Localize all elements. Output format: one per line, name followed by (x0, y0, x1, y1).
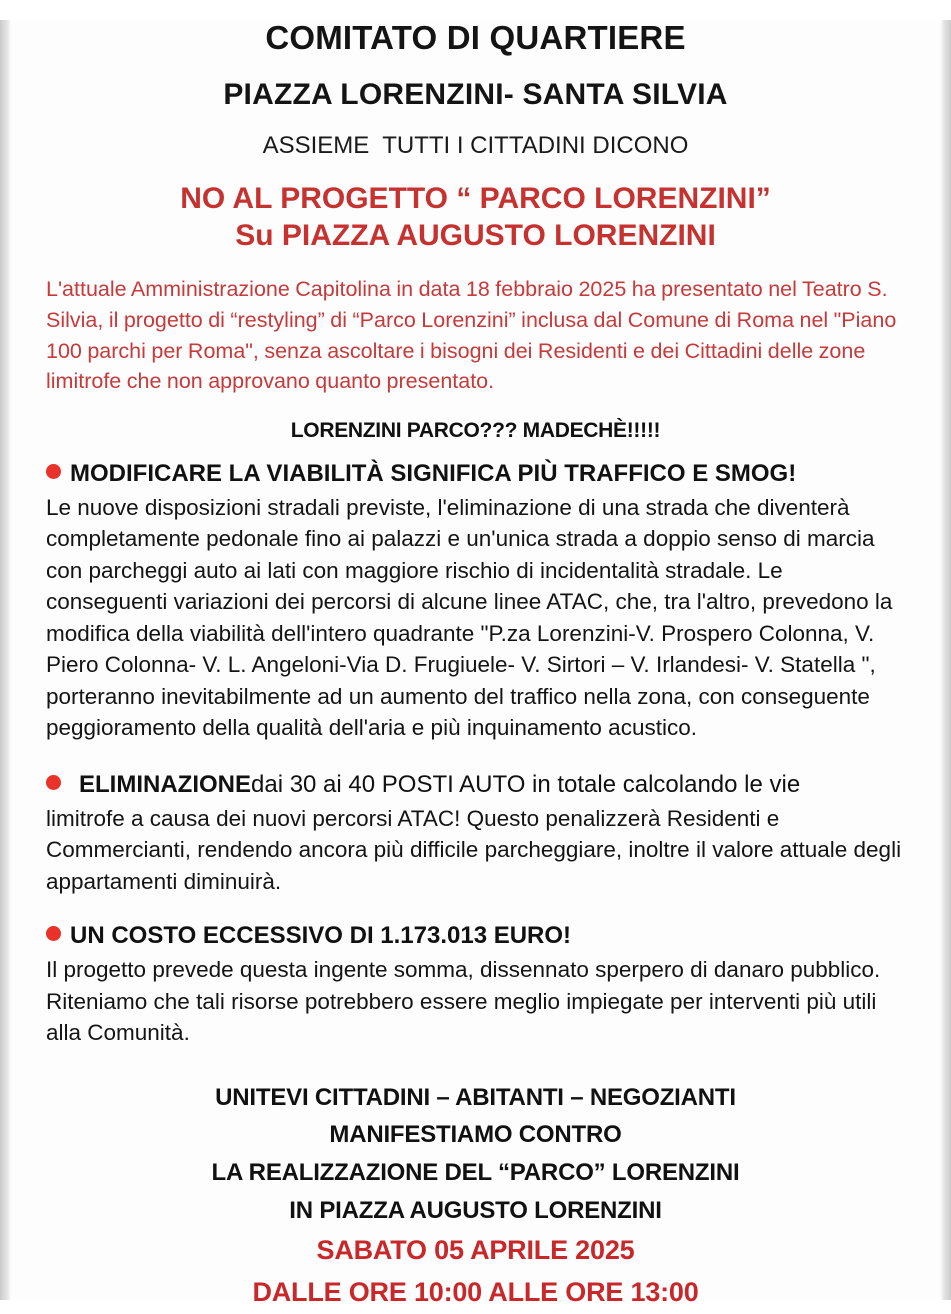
call-to-action (46, 1079, 905, 1314)
slogan-line-1: NO AL PROGETTO “ PARCO LORENZINI” (180, 182, 771, 216)
section-viabilita-body: Le nuove disposizioni stradali previste, l'eliminazione di una strada che diventerà completamente pedonale fino ai palazzi e un'unica strada a doppio senso di marcia con parcheggi auto ai lati con maggiore rischio di incidentalità stradale. Le conseguenti variazioni dei percorsi di alcune linee ATAC, che, tra l'altro, prevedono la modifica della viabilità dell'intero quadrante "P.za Lorenzini-V. Prospero Colonna, V. Piero Colonna- V. L. Angeloni-Via D. Frugiuele- V. Sirtori – V. Irlandesi- V. Statella ", porteranno inevitabilmente ad un aumento del traffico nella zona, con conseguente peggioramento della qualità dell'aria e più inquinamento acustico. (46, 494, 893, 741)
section-viabilita-heading-text: MODIFICARE LA VIABILITÀ SIGNIFICA PIÙ TRAFFICO E SMOG! (70, 459, 797, 487)
cta-event-date: SABATO 05 APRILE 2025 (316, 1235, 635, 1266)
shout-line: LORENZINI PARCO??? MADECHÈ!!!!! (290, 418, 661, 442)
flyer-content (0, 20, 951, 1314)
cta-line-4: IN PIAZZA AUGUSTO LORENZINI (289, 1197, 662, 1225)
subtitle-citizens: ASSIEME TUTTI I CITTADINI DICONO (262, 132, 689, 160)
red-dot-icon (46, 775, 61, 790)
committee-title-line1: COMITATO DI QUARTIERE (265, 19, 686, 56)
slogan-line-2: Su PIAZZA AUGUSTO LORENZINI (235, 218, 716, 252)
section-viabilita-heading (46, 459, 905, 489)
section-costo-body: Il progetto prevede questa ingente somma, dissennato sperpero di danaro pubblico. Riteniamo che tali risorse potrebbero essere meglio impiegate per interventi più utili alla Comunità. (46, 957, 881, 1046)
section-viabilita (46, 459, 905, 744)
section-eliminazione-body: limitrofe a causa dei nuovi percorsi ATAC! Questo penalizzerà Residenti e Commercianti, rendendo ancora più difficile parcheggiare, inoltre il valore attuale degli appartamenti diminuirà. (46, 805, 902, 894)
section-costo-heading-text: UN COSTO ECCESSIVO DI 1.173.013 EURO! (70, 922, 572, 950)
committee-title-line2: PIAZZA LORENZINI- SANTA SILVIA (223, 78, 728, 112)
cta-event-time: DALLE ORE 10:00 ALLE ORE 13:00 (252, 1277, 699, 1308)
red-dot-icon (46, 926, 61, 941)
section-costo-heading (46, 921, 905, 951)
main-slogan (46, 181, 905, 254)
cta-line-2: MANIFESTIAMO CONTRO (329, 1121, 622, 1149)
section-eliminazione (46, 770, 905, 898)
section-eliminazione-heading-tail: dai 30 ai 40 POSTI AUTO in totale calcolando le vie (251, 770, 801, 798)
cta-line-3: LA REALIZZAZIONE DEL “PARCO” LORENZINI (211, 1159, 740, 1187)
intro-paragraph: L'attuale Amministrazione Capitolina in data 18 febbraio 2025 ha presentato nel Teatro S. Silvia, il progetto di “restyling” di “Parco Lorenzini” inclusa dal Comune di Roma nel "Piano 100 parchi per Roma", senza ascoltare i bisogni dei Residenti e dei Cittadini delle zone limitrofe che non approvano quanto presentato. (46, 277, 897, 394)
section-eliminazione-heading (46, 770, 905, 800)
section-costo (46, 921, 905, 1049)
cta-line-1: UNITEVI CITTADINI – ABITANTI – NEGOZIANTI (215, 1083, 736, 1111)
red-dot-icon (46, 464, 61, 479)
flyer-page (0, 19, 951, 1308)
section-eliminazione-heading-text: ELIMINAZIONE (79, 770, 251, 798)
